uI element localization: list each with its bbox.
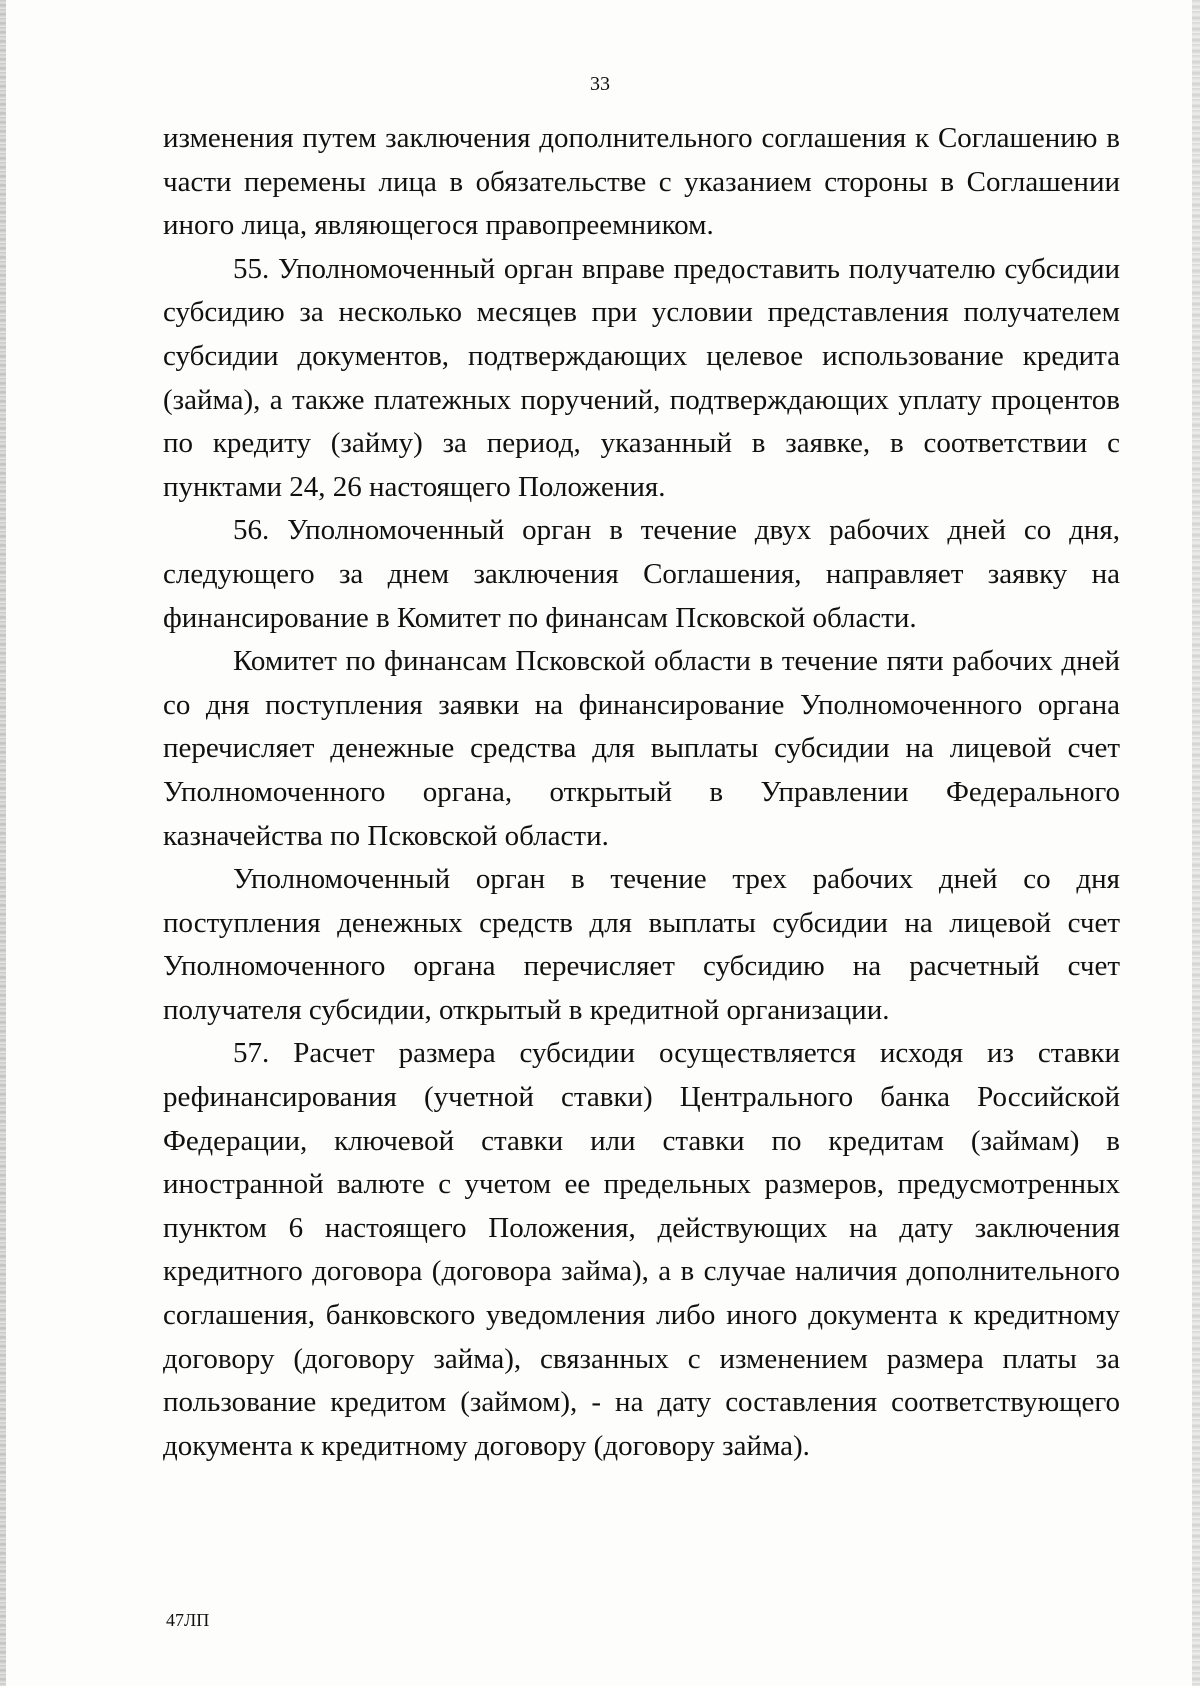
paragraph-56: 56. Уполномоченный орган в течение двух рабочих дней со дня, следующего за днем заключения Соглашения, направляет заявку на финансирование в Комитет по финансам Псковской области. [163, 514, 1120, 634]
paragraph-55: 55. Уполномоченный орган вправе предоставить получателю субсидии субсидию за несколько месяцев при условии представления получателем субсидии документов, подтверждающих целевое использование кредита (займа), а также платежных поручений, подтверждающих уплату процентов по кредиту (займу) за период, указанный в заявке, в соответствии с пунктами 24, 26 настоящего Положения. [163, 252, 1120, 503]
document-body [163, 117, 1120, 1468]
document-code: 47ЛП [166, 1610, 210, 1630]
paragraph-continuation: изменения путем заключения дополнительного соглашения к Соглашению в части перемены лица в обязательстве с указанием стороны в Соглашении иного лица, являющегося правопреемником. [163, 122, 1120, 242]
scan-edge-left [0, 0, 6, 1686]
paragraph-committee-finance: Комитет по финансам Псковской области в течение пяти рабочих дней со дня поступления заявки на финансирование Уполномоченного органа перечисляет денежные средства для выплаты субсидии на лицевой счет Уполномоченного органа, открытый в Управлении Федерального казначейства по Псковской области. [163, 645, 1120, 852]
paragraph-authorized-body-transfer: Уполномоченный орган в течение трех рабочих дней со дня поступления денежных средств для выплаты субсидии на лицевой счет Уполномоченного органа перечисляет субсидию на расчетный счет получателя субсидии, открытый в кредитной организации. [163, 863, 1120, 1026]
scan-edge-right [1192, 0, 1200, 1686]
paragraph-57: 57. Расчет размера субсидии осуществляется исходя из ставки рефинансирования (учетной ставки) Центрального банка Российской Федерации, ключевой ставки или ставки по кредитам (займам) в иностранной валюте с учетом ее предельных размеров, предусмотренных пунктом 6 настоящего Положения, действующих на дату заключения кредитного договора (договора займа), а в случае наличия дополнительного соглашения, банковского уведомления либо иного документа к кредитному договору (договору займа), связанных с изменением размера платы за пользование кредитом (займом), - на дату составления соответствующего документа к кредитному договору (договору займа). [163, 1037, 1120, 1462]
page-number: 33 [590, 73, 610, 95]
